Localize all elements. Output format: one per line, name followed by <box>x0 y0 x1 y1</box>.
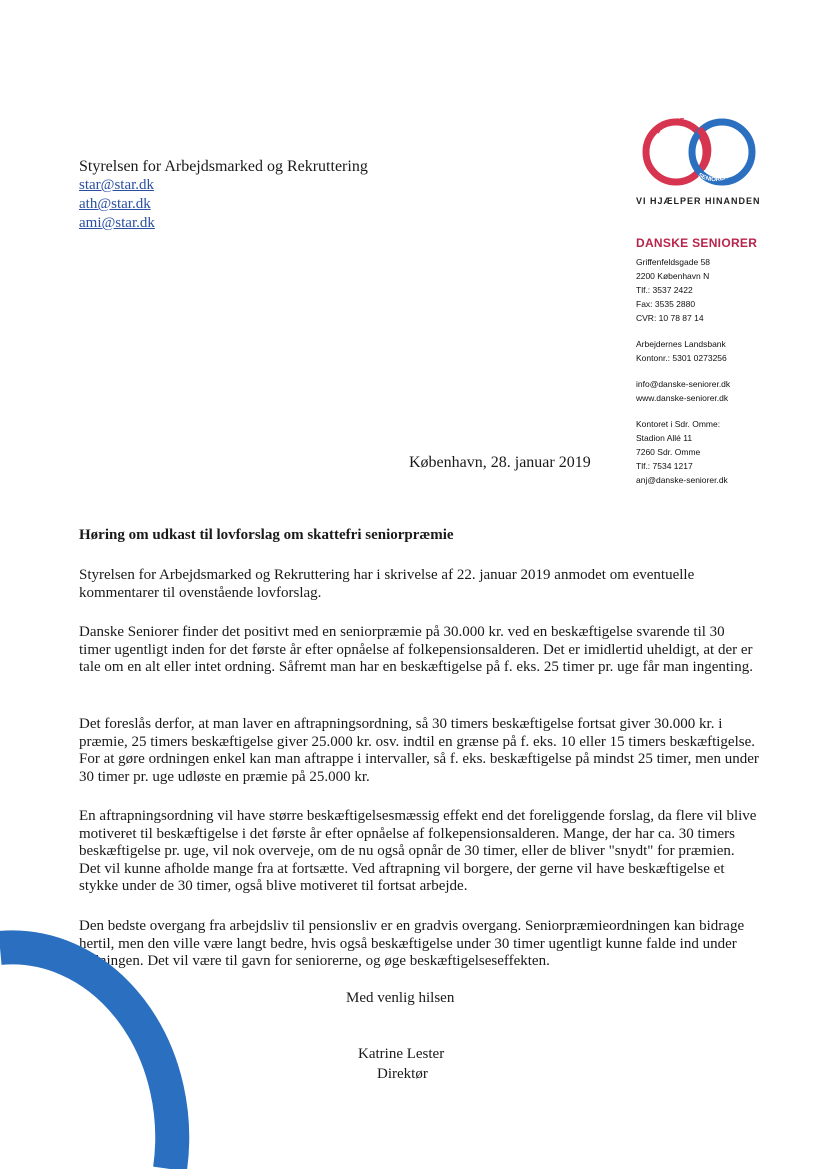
danske-seniorer-logo <box>636 112 762 206</box>
recipient-name: Styrelsen for Arbejdsmarked og Rekruttering <box>79 158 368 175</box>
sender-bank: Arbejdernes Landsbank <box>636 339 726 349</box>
body-paragraph-4: En aftrapningsordning vil have større beskæftigelsesmæssig effekt end det foreliggende forslag, da flere vil blive motiveret til beskæftigelse i det første år efter opnåelse af folkepensionsalderen. Mange, der har ca. 30 timers beskæftigelse pr. uge, vil nok overveje, om de nu også opnår de 30 timer, eller de bliver "snydt" for præmien. Det vil kunne afholde mange fra at fortsætte. Ved aftrapning vil borgere, der gerne vil have beskæftigelse et stykke under de 30 timer, også blive motiveret til fortsat arbejde. <box>79 808 757 894</box>
decorative-blue-arc-icon <box>0 930 200 1169</box>
body-paragraph-3: Det foreslås derfor, at man laver en aftrapningsordning, så 30 timers beskæftigelse fortsat giver 30.000 kr. i præmie, 25 timers beskæftigelse giver 25.000 kr. osv. indtil en grænse på f. eks. 10 eller 15 timers beskæftigelse. For at gøre ordningen enkel kan man aftrappe i intervaller, så f. eks. beskæftigelse på mindst 25 timer, men under 30 timer pr. uge udløste en præmie på 25.000 kr. <box>79 716 759 785</box>
sender-org-name: DANSKE SENIORER <box>636 236 758 250</box>
sender-account: Kontonr.: 5301 0273256 <box>636 353 727 363</box>
sender-address-line: Griffenfeldsgade 58 <box>636 257 711 267</box>
date-line: København, 28. januar 2019 <box>409 454 591 471</box>
sender-phone: Tlf.: 3537 2422 <box>636 285 693 295</box>
sender-fax: Fax: 3535 2880 <box>636 299 696 309</box>
office-email[interactable]: anj@danske-seniorer.dk <box>636 475 728 485</box>
recipient-block <box>79 157 368 233</box>
recipient-email-ami[interactable]: ami@star.dk <box>79 215 155 231</box>
closing-greeting: Med venlig hilsen <box>346 990 455 1006</box>
sender-email[interactable]: info@danske-seniorer.dk <box>636 379 731 389</box>
office-phone: Tlf.: 7534 1217 <box>636 461 693 471</box>
logo-tagline: VI HJÆLPER HINANDEN <box>636 196 761 206</box>
office-address-line: Stadion Allé 11 <box>636 433 693 443</box>
logo-top-text: DANSKE <box>654 117 685 136</box>
sender-cvr: CVR: 10 78 87 14 <box>636 313 704 323</box>
sender-website[interactable]: www.danske-seniorer.dk <box>636 393 729 403</box>
two-rings-logo-icon <box>636 112 762 192</box>
body-paragraph-2: Danske Seniorer finder det positivt med en seniorpræmie på 30.000 kr. ved en beskæftigelse svarende til 30 timer ugentligt inden for det første år efter opnåelse af folkepensionsalderen. Det er imidlertid uheldigt, at der er tale om en alt eller intet ordning. Såfremt man har en beskæftigelse på f. eks. 25 timer pr. uge får man ingenting. <box>79 624 753 675</box>
body-paragraph-5: Den bedste overgang fra arbejdsliv til pensionsliv er en gradvis overgang. Seniorpræmieordningen kan bidrage hertil, men den ville være langt bedre, hvis også beskæftigelse under 30 timer ugentligt kunne falde ind under ordningen. Det vil være til gavn for seniorerne, og øge beskæftigelseseffekten. <box>79 918 745 969</box>
office-heading: Kontoret i Sdr. Omme: <box>636 419 721 429</box>
letter-subject: Høring om udkast til lovforslag om skattefri seniorpræmie <box>79 527 454 543</box>
sender-info <box>636 236 816 487</box>
logo-bottom-text: SENIORER <box>696 172 729 184</box>
sender-address-line: 2200 København N <box>636 271 710 281</box>
signature-name: Katrine Lester <box>358 1046 445 1062</box>
office-address-line: 7260 Sdr. Omme <box>636 447 701 457</box>
recipient-email-ath[interactable]: ath@star.dk <box>79 196 151 212</box>
recipient-email-star[interactable]: star@star.dk <box>79 177 155 193</box>
body-paragraph-1: Styrelsen for Arbejdsmarked og Rekruttering har i skrivelse af 22. januar 2019 anmodet om eventuelle kommentarer til ovenstående lovforslag. <box>79 567 695 601</box>
signature-title: Direktør <box>377 1066 428 1082</box>
